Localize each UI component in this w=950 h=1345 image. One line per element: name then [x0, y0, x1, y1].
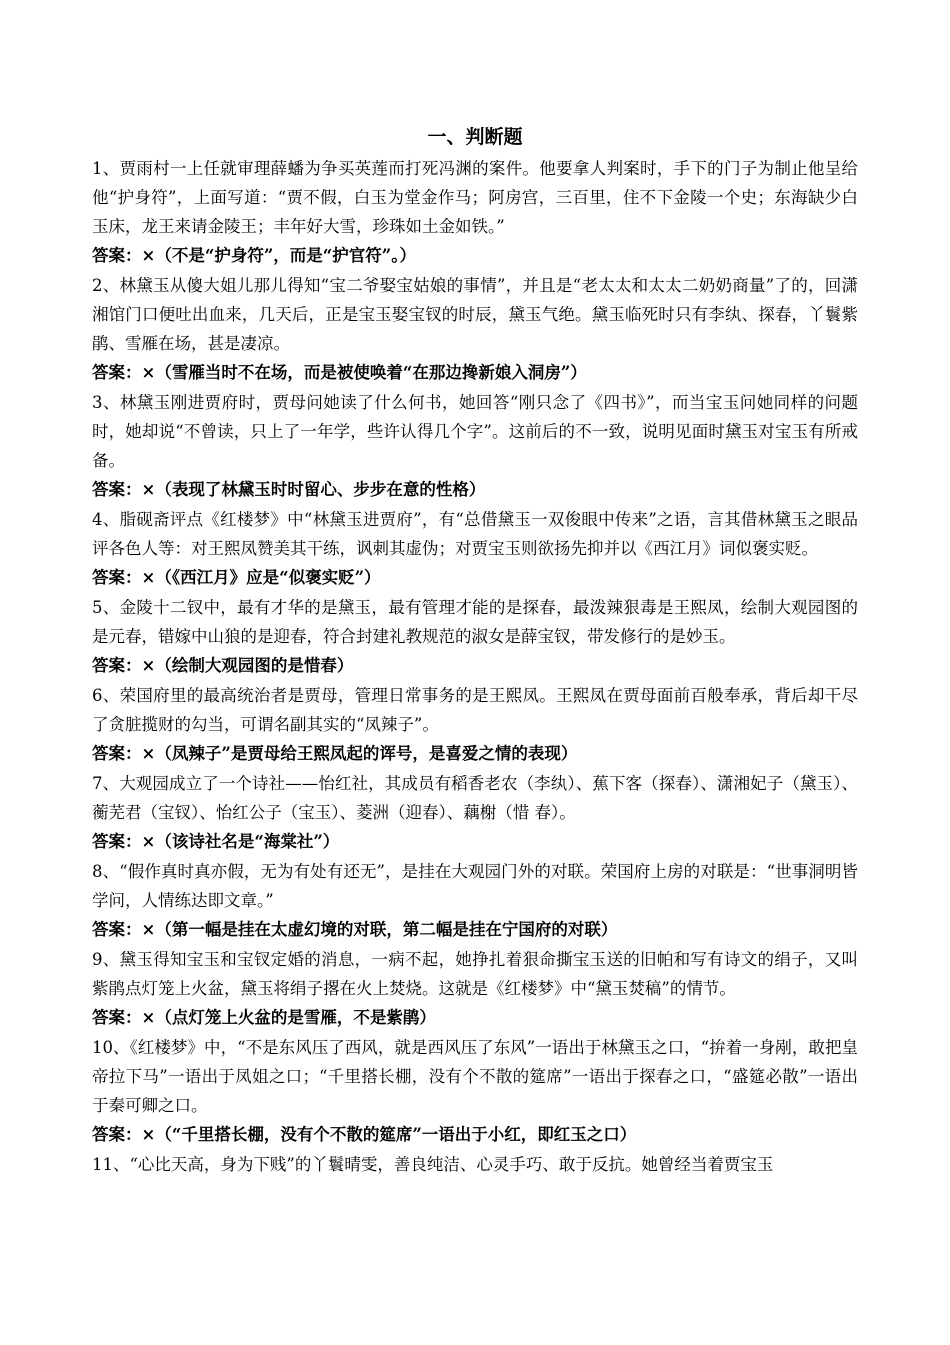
question-item: [92, 1033, 858, 1150]
question-item: [92, 769, 858, 857]
question-text: 4、脂砚斋评点《红楼梦》中“林黛玉进贾府”，有“总借黛玉一双俊眼中传来”之语，言其借林黛玉之眼品评各色人等：对王熙凤赞美其干练，讽刺其虚伪；对贾宝玉则欲扬先抑并以《西江月》词似褒实贬。: [92, 510, 858, 558]
question-text: 6、荣国府里的最高统治者是贾母，管理日常事务的是王熙凤。王熙凤在贾母面前百般奉承，背后却干尽了贪脏揽财的勾当，可谓名副其实的“凤辣子”。: [92, 686, 858, 734]
question-text: 7、大观园成立了一个诗社——怡红社，其成员有稻香老农（李纨）、蕉下客（探春）、潇湘妃子（黛玉）、蘅芜君（宝钗）、怡红公子（宝玉）、菱洲（迎春）、藕榭（惜 春）。: [92, 774, 858, 822]
question-item: [92, 271, 858, 388]
question-text: 8、“假作真时真亦假，无为有处有还无”，是挂在大观园门外的对联。荣国府上房的对联是：“世事洞明皆学问，人情练达即文章。”: [92, 862, 858, 910]
answer-text: 答案：×（绘制大观园图的是惜春）: [92, 656, 354, 675]
question-text: 11、“心比天高，身为下贱”的丫鬟晴雯，善良纯洁、心灵手巧、敢于反抗。她曾经当着贾宝玉: [92, 1155, 774, 1174]
question-text: 2、林黛玉从傻大姐儿那儿得知“宝二爷娶宝姑娘的事情”，并且是“老太太和太太二奶奶商量”了的，回潇湘馆门口便吐出血来，几天后，正是宝玉娶宝钗的时辰，黛玉气绝。黛玉临死时只有李纨、探春，丫鬟紫鹃、雪雁在场，甚是凄凉。: [92, 276, 858, 353]
answer-text: 答案：×（《西江月》应是“似褒实贬”）: [92, 568, 381, 587]
question-text: 9、黛玉得知宝玉和宝钗定婚的消息，一病不起，她挣扎着狠命撕宝玉送的旧帕和写有诗文的绢子，又叫紫鹃点灯笼上火盆，黛玉将绢子撂在火上焚烧。这就是《红楼梦》中“黛玉焚稿”的情节。: [92, 950, 858, 998]
section-title: 一、判断题: [427, 126, 523, 148]
question-text: 3、林黛玉刚进贾府时，贾母问她读了什么何书，她回答“刚只念了《四书》”，而当宝玉问她同样的问题时，她却说“不曾读，只上了一年学，些许认得几个字”。这前后的不一致，说明见面时黛玉对宝玉有所戒备。: [92, 393, 858, 470]
answer-text: 答案：×（该诗社名是“海棠社”）: [92, 832, 340, 851]
answer-text: 答案：×（不是“护身符”，而是“护官符”。）: [92, 246, 417, 265]
answer-text: 答案：×（点灯笼上火盆的是雪雁，不是紫鹃）: [92, 1008, 436, 1027]
question-list: [92, 154, 858, 1179]
question-item: [92, 593, 858, 681]
answer-text: 答案：×（表现了林黛玉时时留心、步步在意的性格）: [92, 480, 486, 499]
question-item: [92, 388, 858, 505]
question-text: 5、金陵十二钗中，最有才华的是黛玉，最有管理才能的是探春，最泼辣狠毒是王熙凤，绘制大观园图的是元春，错嫁中山狼的是迎春，符合封建礼教规范的淑女是薛宝钗，带发修行的是妙玉。: [92, 598, 858, 646]
question-item: [92, 681, 858, 769]
answer-text: 答案：×（雪雁当时不在场，而是被使唤着“在那边搀新娘入洞房”）: [92, 363, 587, 382]
document-page: [92, 120, 858, 1179]
question-text: 10、《红楼梦》中，“不是东风压了西风，就是西风压了东风”一语出于林黛玉之口，“拚着一身剐，敢把皇帝拉下马”一语出于凤姐之口；“千里搭长棚，没有个不散的筵席”一语出于探春之口，“盛筵必散”一语出于秦可卿之口。: [92, 1038, 858, 1115]
question-item: [92, 154, 858, 271]
question-text: 1、贾雨村一上任就审理薛蟠为争买英莲而打死冯渊的案件。他要拿人判案时，手下的门子为制止他呈给他“护身符”，上面写道：“贾不假，白玉为堂金作马；阿房宫，三百里，住不下金陵一个史；东海缺少白玉床，龙王来请金陵王；丰年好大雪，珍珠如土金如铁。”: [92, 159, 858, 236]
question-item: [92, 505, 858, 593]
answer-text: 答案：×（第一幅是挂在太虚幻境的对联，第二幅是挂在宁国府的对联）: [92, 920, 618, 939]
question-item: [92, 945, 858, 1033]
answer-text: 答案：×（凤辣子”是贾母给王熙凤起的诨号，是喜爱之情的表现）: [92, 744, 578, 763]
question-item: [92, 857, 858, 945]
answer-text: 答案：×（“千里搭长棚，没有个不散的筵席”一语出于小红，即红玉之口）: [92, 1125, 637, 1144]
question-item: [92, 1150, 858, 1179]
